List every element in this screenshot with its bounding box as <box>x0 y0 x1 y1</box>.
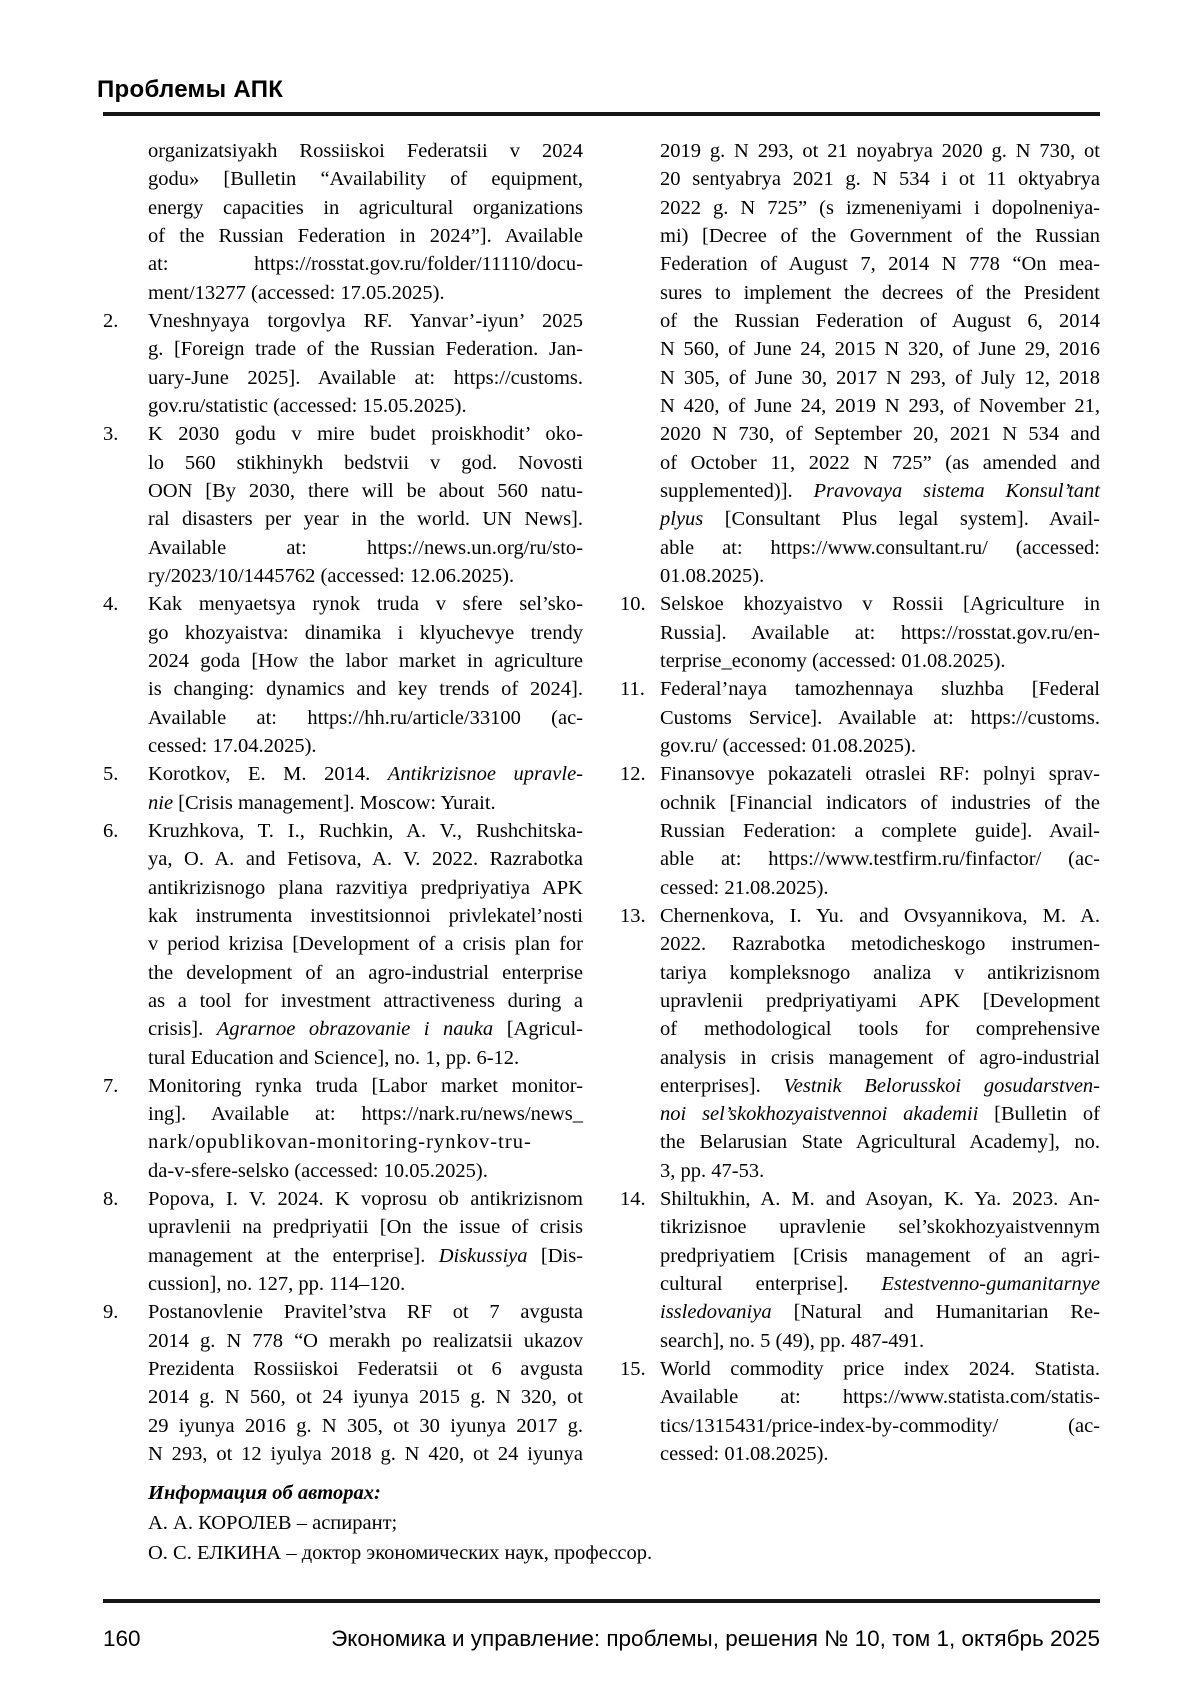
reference-number: 6. <box>103 819 119 842</box>
reference-number: 9. <box>103 1301 119 1324</box>
reference-text: Kak menyaetsya rynok truda v sfere sel’sko- go khozyaistva: dinamika i klyuchevye trendy 2024 goda [How the labor market in agriculture is changing: dynamics and key trends of 2024]. Available at: https://hh.ru/article/33100 (ac- cessed: 17.04.2025). <box>148 593 583 757</box>
reference-text: 2019 g. N 293, ot 21 noyabrya 2020 g. N 730, ot 20 sentyabrya 2021 g. N 534 i ot 11 oktyabrya 2022 g. N 725” (s izmeneniyami i dopolneniya- mi) [Decree of the Government of the Russian Federation of August 7, 2014 N 778 “On mea- sures to implement the decrees of the President of the Russian Federation of August 6, 2014 N 560, of June 24, 2015 N 320, of June 29, 2016 N 305, of June 30, 2017 N 293, of July 12, 2018 N 420, of June 24, 2019 N 293, of November 21, 2020 N 730, of September 20, 2021 N 534 and of October 11, 2022 N 725” (as amended and supplemented)]. Pravovaya sistema Konsul’tant plyus [Consultant Plus legal system]. Avail- able at: https://www.consultant.ru/ (accessed: 01.08.2025). <box>660 140 1101 587</box>
reference-item <box>620 760 1100 902</box>
section-title: Проблемы АПК <box>97 76 284 103</box>
reference-number: 8. <box>103 1188 119 1211</box>
references-section <box>103 137 1100 1468</box>
reference-number: 11. <box>620 678 645 701</box>
reference-item <box>620 675 1100 760</box>
reference-item <box>103 1185 583 1298</box>
reference-text: Postanovlenie Pravitel’stva RF ot 7 avgusta 2014 g. N 778 “O merakh po realizatsii ukazov Prezidenta Rossiiskoi Federatsii ot 6 avgusta 2014 g. N 560, ot 24 iyunya 2015 g. N 320, ot 29 iyunya 2016 g. N 305, ot 30 iyunya 2017 g. N 293, ot 12 iyulya 2018 g. N 420, ot 24 iyunya <box>148 1301 583 1466</box>
reference-number: 7. <box>103 1074 119 1097</box>
reference-text: Selskoe khozyaistvo v Rossii [Agriculture in Russia]. Available at: https://rosstat.gov.ru/en- terprise_economy (accessed: 01.08.2025). <box>660 593 1100 672</box>
reference-number <box>103 137 148 307</box>
reference-number: 12. <box>620 763 646 786</box>
reference-text: Kruzhkova, T. I., Ruchkin, A. V., Rushchitska- ya, O. A. and Fetisova, A. V. 2022. Razrabotka antikrizisnogo plana razvitiya predpriyatiya APK kak instrumenta investitsionnoi privlekatel’nosti v period krizisa [Development of a crisis plan for the development of an agro-industrial enterprise as a tool for investment attractiveness during a crisis]. Agrarnoe obrazovanie i nauka [Agricul- tural Education and Science], no. 1, pp. 6-12. <box>148 819 583 1069</box>
reference-text: Korotkov, E. M. 2014. Antikrizisnoe upravle- nie [Crisis management]. Moscow: Yurait. <box>148 763 584 814</box>
footer-rule <box>103 1599 1100 1603</box>
author-line: О. С. ЕЛКИНА – доктор экономических наук, профессор. <box>148 1542 653 1564</box>
reference-number: 2. <box>103 309 119 332</box>
authors-info-heading: Информация об авторах: <box>148 1482 381 1504</box>
references-column-right <box>620 137 1100 1468</box>
reference-number: 15. <box>620 1358 646 1381</box>
reference-number: 13. <box>620 904 646 927</box>
page-number: 160 <box>103 1626 141 1651</box>
page-footer <box>103 1626 1100 1652</box>
reference-item <box>103 1072 583 1185</box>
reference-item <box>620 137 1100 590</box>
reference-item <box>620 590 1100 675</box>
reference-item <box>103 420 583 590</box>
reference-text: K 2030 godu v mire budet proiskhodit’ oko- lo 560 stikhinykh bedstvii v god. Novosti OON [By 2030, there will be about 560 natu- ral disasters per year in the world. UN News]. Available at: https://news.un.org/ru/sto- ry/2023/10/1445762 (accessed: 12.06.2025). <box>148 423 583 587</box>
reference-text: Federal’naya tamozhennaya sluzhba [Federal Customs Service]. Available at: https://customs. gov.ru/ (accessed: 01.08.2025). <box>660 678 1100 757</box>
reference-item <box>103 817 583 1072</box>
reference-number: 4. <box>103 593 119 616</box>
reference-number: 10. <box>620 593 646 616</box>
journal-title-line: Экономика и управление: проблемы, решения № 10, том 1, октябрь 2025 <box>331 1626 1100 1651</box>
reference-item <box>103 137 583 307</box>
references-column-left <box>103 137 583 1468</box>
reference-item <box>103 1298 583 1468</box>
reference-text: Vneshnyaya torgovlya RF. Yanvar’-iyun’ 2025 g. [Foreign trade of the Russian Federation. Jan- uary-June 2025]. Available at: https://customs. gov.ru/statistic (accessed: 15.05.2025). <box>148 309 583 417</box>
reference-item <box>103 590 583 760</box>
reference-text: organizatsiyakh Rossiiskoi Federatsii v 2024 godu» [Bulletin “Availability of equipment, energy capacities in agricultural organizations of the Russian Federation in 2024”]. Available at: https://rosstat.gov.ru/folder/11110/docu- ment/13277 (accessed: 17.05.2025). <box>148 140 583 304</box>
reference-text: Monitoring rynka truda [Labor market monitor- ing]. Available at: https://nark.ru/news/news_ nark/opublikovan-monitoring-rynkov-tru- da-v-sfere-selsko (accessed: 10.05.2025). <box>148 1074 583 1182</box>
reference-number: 5. <box>103 763 119 786</box>
reference-text: Finansovye pokazateli otraslei RF: polnyi sprav- ochnik [Financial indicators of industries of the Russian Federation: a complete guide]. Avail- able at: https://www.testfirm.ru/finfactor/ (ac- cessed: 21.08.2025). <box>660 763 1100 899</box>
reference-item <box>620 1185 1100 1355</box>
reference-item <box>620 1355 1100 1468</box>
reference-number: 14. <box>620 1188 646 1211</box>
header-rule <box>103 112 1100 116</box>
reference-item <box>103 760 583 817</box>
reference-number <box>620 137 660 590</box>
reference-text: Chernenkova, I. Yu. and Ovsyannikova, M. A. 2022. Razrabotka metodicheskogo instrumen- tariya kompleksnogo analiza v antikrizisnom upravlenii predpriyatiyami APK [Development of methodological tools for comprehensive analysis in crisis management of agro-industrial enterprises]. Vestnik Belorusskoi gosudarstven- noi sel’skokhozyaistvennoi akademii [Bulletin of the Belarusian State Agricultural Academy], no. 3, pp. 47-53. <box>660 904 1101 1182</box>
author-line: А. А. КОРОЛЕВ – аспирант; <box>148 1512 398 1534</box>
authors-info <box>148 1478 652 1568</box>
reference-item <box>620 902 1100 1185</box>
reference-text: Shiltukhin, A. M. and Asoyan, K. Ya. 2023. An- tikrizisnoe upravlenie sel’skokhozyaistvennym predpriyatiem [Crisis management of an agri- cultural enterprise]. Estestvenno-gumanitarnye issledovaniya [Natural and Humanitarian Re- search], no. 5 (49), pp. 487-491. <box>660 1188 1100 1352</box>
reference-number: 3. <box>103 423 119 446</box>
reference-text: World commodity price index 2024. Statista. Available at: https://www.statista.com/statis- tics/1315431/price-index-by-commodity/ (ac- cessed: 01.08.2025). <box>660 1358 1100 1466</box>
reference-item <box>103 307 583 420</box>
reference-text: Popova, I. V. 2024. K voprosu ob antikrizisnom upravlenii na predpriyatii [On the issue of crisis management at the enterprise]. Diskussiya [Dis- cussion], no. 127, pp. 114–120. <box>148 1188 583 1296</box>
